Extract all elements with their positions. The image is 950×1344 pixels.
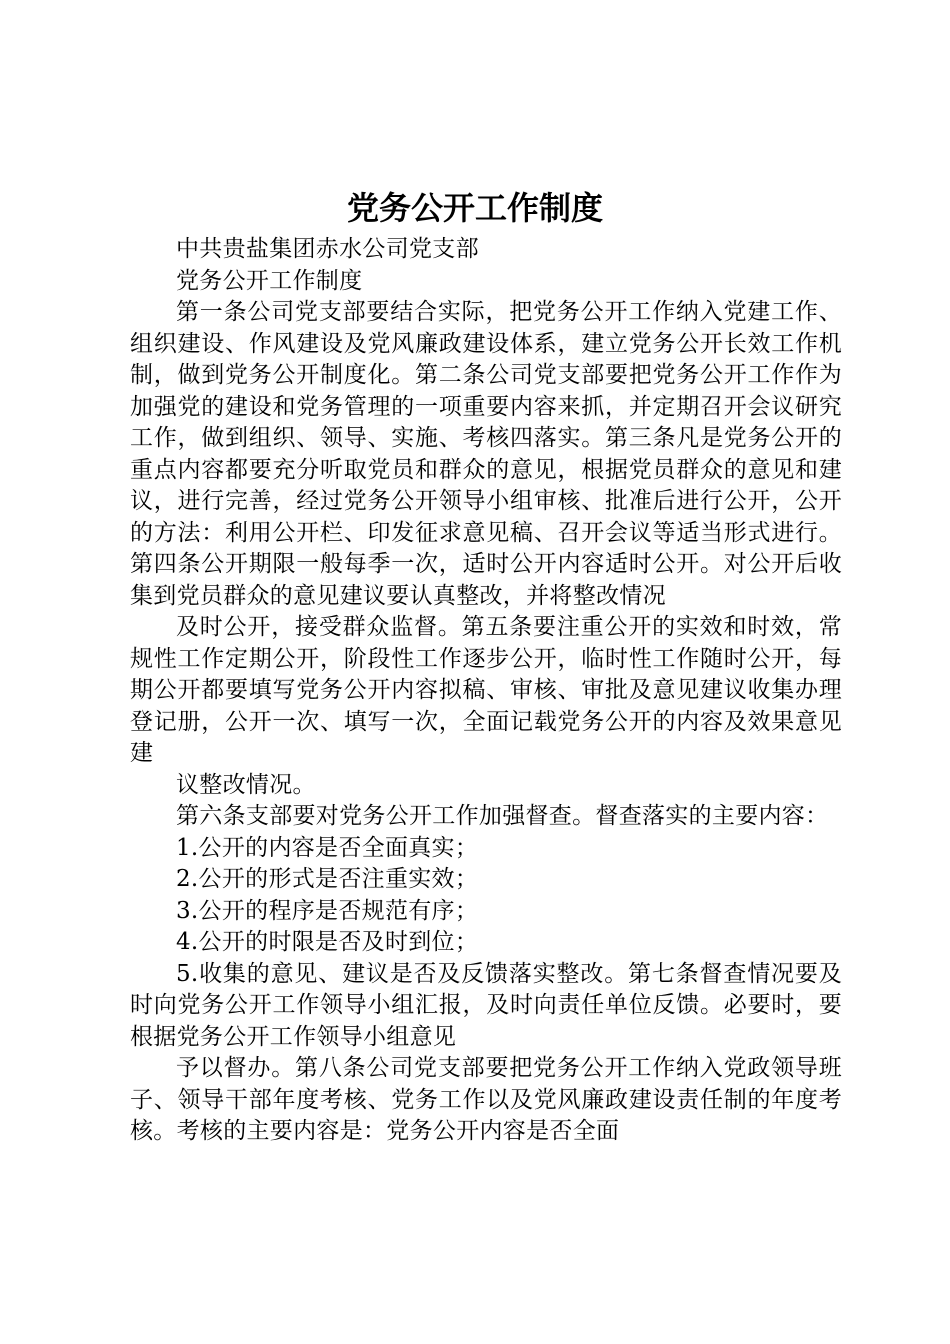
paragraph-article-6: 第六条支部要对党务公开工作加强督查。督查落实的主要内容： [176,803,829,829]
list-item-4: 4.公开的时限是否及时到位； [176,929,479,955]
list-item-5-article-7: 5.收集的意见、建议是否及反馈落实整改。第七条督查情况要及时向党务公开工作领导小组汇报，及时向责任单位反馈。必要时，要根据党务公开工作领导小组意见 [130,960,842,1050]
document-title: 党务公开工作制度 [346,189,603,227]
paragraph-articles-1-4: 第一条公司党支部要结合实际，把党务公开工作纳入党建工作、组织建设、作风建设及党风廉政建设体系，建立党务公开长效工作机制，做到党务公开制度化。第二条公司党支部要把党务公开工作作为加强党的建设和党务管理的一项重要内容来抓，并定期召开会议研究工作，做到组织、领导、实施、考核四落实。第三条凡是党务公开的重点内容都要充分听取党员和群众的意见，根据党员群众的意见和建议，进行完善，经过党务公开领导小组审核、批准后进行公开，公开的方法：利用公开栏、印发征求意见稿、召开会议等适当形式进行。第四条公开期限一般每季一次，适时公开内容适时公开。对公开后收集到党员群众的意见建议要认真整改，并将整改情况 [130,299,842,609]
list-item-2: 2.公开的形式是否注重实效； [176,866,479,892]
document-body [130,234,842,1148]
paragraph-article-5: 及时公开，接受群众监督。第五条要注重公开的实效和时效，常规性工作定期公开，阶段性工作逐步公开，临时性工作随时公开，每期公开都要填写党务公开内容拟稿、审核、审批及意见建议收集办理登记册，公开一次、填写一次，全面记载党务公开的内容及效果意见建 [130,614,842,766]
paragraph-article-8: 予以督办。第八条公司党支部要把党务公开工作纳入党政领导班子、领导干部年度考核、党务工作以及党风廉政建设责任制的年度考核。考核的主要内容是：党务公开内容是否全面 [130,1055,842,1144]
paragraph-org-name: 中共贵盐集团赤水公司党支部 [176,236,479,262]
list-item-1: 1.公开的内容是否全面真实； [176,834,479,861]
paragraph-article-5-end: 议整改情况。 [176,771,316,798]
list-item-3: 3.公开的程序是否规范有序； [176,897,479,924]
paragraph-subtitle: 党务公开工作制度 [176,267,363,294]
